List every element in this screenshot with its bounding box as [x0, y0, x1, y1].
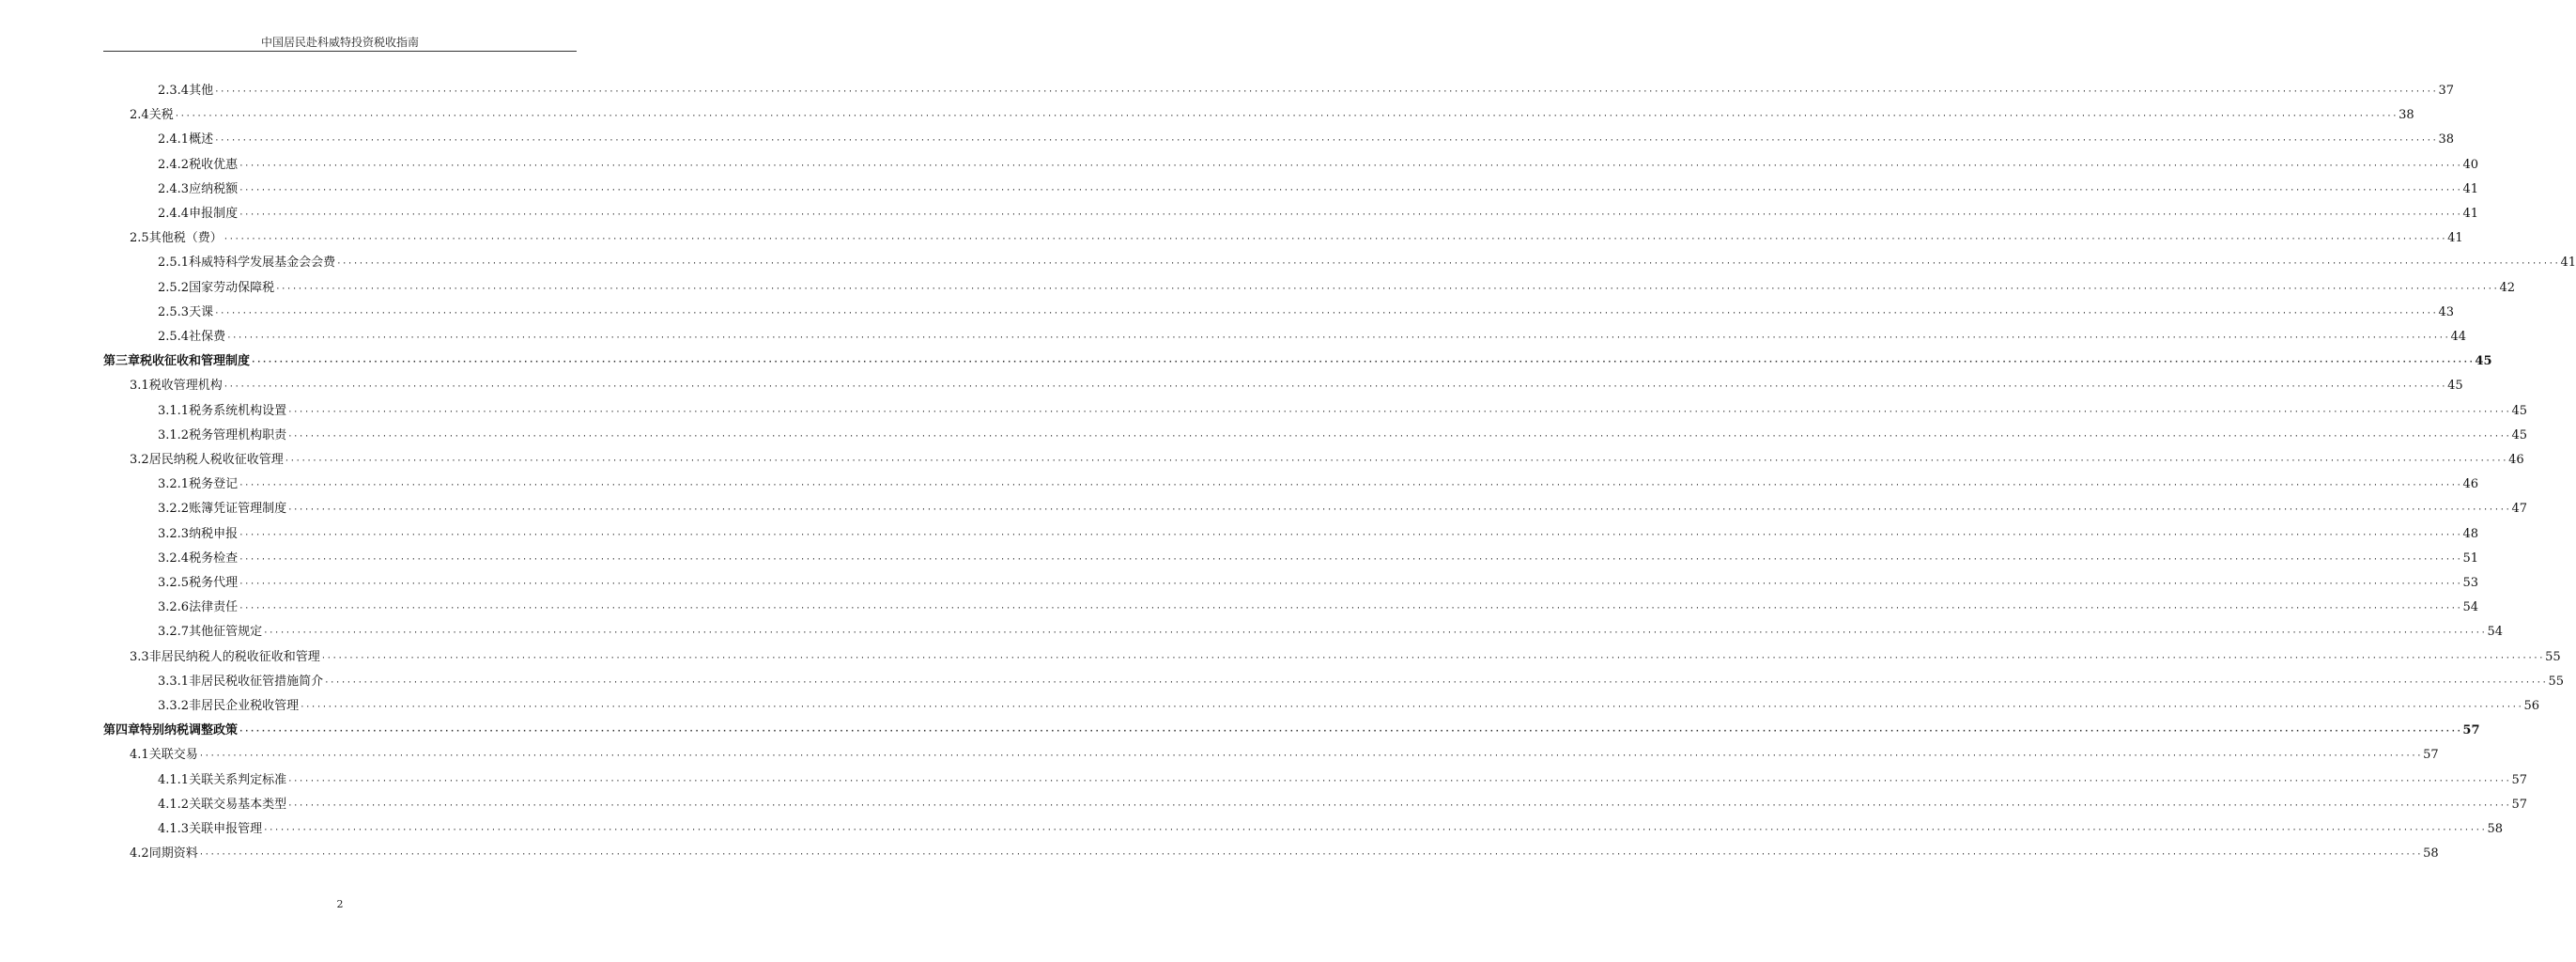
- toc-entry-title: 关联申报管理: [189, 822, 263, 836]
- toc-entry-title: 非居民税收征管措施简介: [189, 674, 324, 689]
- dot-leader: ················································································································································································································································································································································································································: [198, 850, 2423, 861]
- dot-leader: ················································································································································································································································································································································································································: [239, 580, 2462, 589]
- toc-entry-title: 国家劳动保障税: [189, 280, 275, 295]
- toc-entry-title: 税务代理: [189, 576, 239, 590]
- toc-entry-number: 4.2: [130, 846, 149, 861]
- toc-entry-title: 非居民纳税人的税收征收和管理: [148, 649, 320, 664]
- toc-entry-title: 科威特科学发展基金会会费: [189, 256, 336, 271]
- toc-entry-number: 4.1.1: [158, 772, 190, 787]
- dot-leader: ················································································································································································································································································································································································································: [214, 136, 2438, 147]
- dot-leader: ················································································································································································································································································································································································································: [284, 457, 2508, 466]
- dot-leader: ················································································································································································································································································································································································································: [214, 308, 2438, 318]
- dot-leader: ················································································································································································································································································································································································································: [174, 112, 2399, 122]
- toc-entry[interactable]: [158, 620, 2504, 644]
- toc-entry-title: 关联交易: [148, 748, 198, 763]
- toc-entry[interactable]: [158, 399, 2528, 424]
- toc-entry-title: 税收征收和管理制度: [140, 354, 251, 369]
- dot-leader: ················································································································································································································································································································································································································: [336, 259, 2560, 270]
- toc-entry-title: 社保费: [189, 330, 226, 344]
- toc-entry-page: 37: [2438, 84, 2455, 98]
- toc-entry-page: 57: [2423, 748, 2439, 763]
- toc-entry-page: 57: [2462, 723, 2480, 738]
- toc-entry[interactable]: [130, 226, 2463, 251]
- toc-entry[interactable]: [158, 301, 2455, 325]
- toc-entry[interactable]: [158, 571, 2479, 596]
- toc-entry-number: 3.1.2: [158, 427, 190, 442]
- toc-entry-page: 41: [2462, 207, 2479, 221]
- toc-entry-title: 法律责任: [189, 600, 239, 615]
- toc-entry-number: 2.5: [130, 231, 149, 246]
- toc-entry[interactable]: [158, 547, 2479, 571]
- toc-entry[interactable]: [158, 202, 2479, 226]
- toc-entry-page: 57: [2511, 772, 2528, 787]
- toc-entry[interactable]: [158, 251, 2576, 275]
- toc-entry-number: 2.4.2: [158, 157, 190, 172]
- toc-entry-page: 48: [2462, 526, 2479, 541]
- toc-entry-title: 应纳税额: [189, 181, 239, 196]
- toc-entry-number: 2.5.4: [158, 330, 190, 344]
- toc-entry[interactable]: [130, 374, 2463, 398]
- toc-entry-page: 46: [2462, 477, 2479, 492]
- toc-entry-number: 3.3: [130, 649, 149, 664]
- toc-entry[interactable]: [158, 128, 2455, 152]
- toc-entry-title: 居民纳税人税收征收管理: [148, 453, 284, 467]
- toc-entry-number: 2.4.3: [158, 181, 190, 196]
- dot-leader: ················································································································································································································································································································································································································: [223, 382, 2447, 393]
- toc-entry-page: 55: [2545, 649, 2561, 664]
- toc-entry-title: 其他: [189, 84, 214, 98]
- toc-entry[interactable]: [130, 842, 2439, 866]
- toc-entry-page: 42: [2499, 280, 2516, 295]
- toc-entry-title: 天课: [189, 304, 214, 319]
- toc-entry-number: 2.4: [130, 108, 149, 123]
- toc-entry-title: 关税: [148, 108, 174, 123]
- toc-entry-number: 3.2.5: [158, 576, 190, 590]
- toc-entry-number: 2.5.2: [158, 280, 190, 295]
- page-number: 2: [336, 898, 344, 910]
- toc-entry-page: 45: [2511, 403, 2528, 418]
- toc-entry[interactable]: [158, 768, 2528, 793]
- toc-entry-title: 纳税申报: [189, 526, 239, 541]
- dot-leader: ················································································································································································································································································································································································································: [263, 826, 2487, 835]
- toc-entry[interactable]: [158, 497, 2528, 521]
- toc-entry-page: 57: [2511, 797, 2528, 812]
- toc-entry-page: 55: [2548, 674, 2565, 689]
- toc-entry-page: 54: [2487, 625, 2504, 640]
- toc-entry[interactable]: [158, 694, 2540, 719]
- toc-entry-page: 58: [2487, 822, 2504, 836]
- toc-entry-title: 关联关系判定标准: [189, 772, 287, 787]
- toc-entry[interactable]: [103, 719, 2480, 743]
- toc-entry-number: 4.1: [130, 748, 149, 763]
- toc-entry-number: 2.3.4: [158, 84, 190, 98]
- dot-leader: ················································································································································································································································································································································································································: [239, 530, 2462, 540]
- dot-leader: ················································································································································································································································································································································································································: [239, 210, 2462, 220]
- toc-entry-number: 3.1.1: [158, 403, 190, 418]
- toc-entry-number: 4.1.2: [158, 797, 190, 812]
- toc-entry-title: 特别纳税调整政策: [140, 723, 239, 738]
- toc-entry-page: 54: [2462, 600, 2479, 615]
- toc-entry-page: 47: [2511, 502, 2528, 517]
- toc-entry-title: 税务系统机构设置: [189, 403, 287, 418]
- dot-leader: ················································································································································································································································································································································································································: [226, 334, 2450, 343]
- toc-entry-title: 账簿凭证管理制度: [189, 502, 287, 517]
- toc-entry[interactable]: [130, 448, 2524, 473]
- toc-entry-number: 4.1.3: [158, 822, 190, 836]
- toc-entry-number: 2.4.1: [158, 132, 190, 147]
- toc-entry-page: 43: [2438, 304, 2455, 319]
- toc-entry[interactable]: [158, 817, 2504, 842]
- dot-leader: ················································································································································································································································································································································································································: [287, 505, 2511, 516]
- toc-entry[interactable]: [130, 103, 2414, 128]
- toc-entry-page: 41: [2462, 181, 2479, 196]
- toc-entry-page: 45: [2511, 427, 2528, 442]
- toc-entry[interactable]: [158, 325, 2467, 349]
- toc-entry-title: 同期资料: [148, 846, 198, 861]
- toc-entry-number: 3.2.1: [158, 477, 190, 492]
- toc-entry[interactable]: [158, 793, 2528, 817]
- dot-leader: ················································································································································································································································································································································································································: [198, 752, 2423, 762]
- toc-entry-title: 概述: [189, 132, 214, 147]
- toc-entry[interactable]: [158, 522, 2479, 547]
- toc-entry[interactable]: [158, 596, 2479, 620]
- toc-entry[interactable]: [158, 670, 2565, 694]
- toc-entry-page: 46: [2508, 453, 2524, 467]
- toc-entry-page: 45: [2475, 354, 2492, 369]
- toc-entry-page: 41: [2447, 231, 2463, 246]
- toc-entry[interactable]: [158, 276, 2516, 301]
- toc-entry-title: 关联交易基本类型: [189, 797, 287, 812]
- toc-entry-number: 第四章: [103, 723, 141, 738]
- toc-entry[interactable]: [158, 424, 2528, 448]
- dot-leader: ················································································································································································································································································································································································································: [223, 235, 2447, 245]
- toc-entry[interactable]: [103, 349, 2492, 374]
- toc-entry-number: 3.2.6: [158, 600, 190, 615]
- dot-leader: ················································································································································································································································································································································································································: [214, 87, 2438, 97]
- toc-entry-number: 3.2.3: [158, 526, 190, 541]
- toc-entry-title: 其他税（费）: [148, 231, 223, 246]
- toc-entry[interactable]: [158, 79, 2455, 103]
- dot-leader: ················································································································································································································································································································································································································: [300, 703, 2523, 712]
- toc-entry-number: 2.5.3: [158, 304, 190, 319]
- toc-entry[interactable]: [130, 645, 2561, 670]
- toc-entry-number: 2.4.4: [158, 207, 190, 221]
- dot-leader: ················································································································································································································································································································································································································: [287, 800, 2511, 811]
- toc-entry-page: 38: [2399, 108, 2414, 123]
- dot-leader: ················································································································································································································································································································································································································: [275, 284, 2499, 294]
- dot-leader: ················································································································································································································································································································································································································: [239, 161, 2462, 171]
- running-header: 中国居民赴科威特投资税收指南: [260, 36, 419, 49]
- toc-entry-title: 申报制度: [189, 207, 239, 221]
- toc-entry-title: 税务登记: [189, 477, 239, 492]
- toc-entry-number: 3.3.2: [158, 699, 190, 713]
- toc-entry-number: 3.2: [130, 453, 149, 467]
- toc-entry-number: 3.2.2: [158, 502, 190, 517]
- toc-entry-title: 其他征管规定: [189, 625, 263, 640]
- toc-entry-page: 41: [2560, 256, 2576, 271]
- dot-leader: ················································································································································································································································································································································································································: [324, 677, 2548, 688]
- toc-entry-page: 44: [2450, 330, 2467, 344]
- dot-leader: ················································································································································································································································································································································································································: [287, 407, 2511, 417]
- toc-entry-title: 税收优惠: [189, 157, 239, 172]
- toc-entry-title: 税收管理机构: [148, 379, 223, 394]
- dot-leader: ················································································································································································································································································································································································································: [239, 185, 2462, 195]
- toc-entry-number: 3.2.4: [158, 551, 190, 566]
- toc-entry-number: 3.2.7: [158, 625, 190, 640]
- toc-entry[interactable]: [158, 153, 2479, 178]
- dot-leader: ················································································································································································································································································································································································································: [320, 653, 2545, 663]
- toc-entry-page: 40: [2462, 157, 2479, 172]
- dot-leader: ················································································································································································································································································································································································································: [287, 431, 2511, 442]
- toc-entry[interactable]: [158, 178, 2479, 202]
- dot-leader: ················································································································································································································································································································································································································: [239, 554, 2462, 565]
- toc-entry-number: 2.5.1: [158, 256, 190, 271]
- toc-entry[interactable]: [158, 473, 2479, 497]
- toc-entry-page: 53: [2462, 576, 2479, 590]
- dot-leader: ················································································································································································································································································································································································································: [239, 604, 2462, 614]
- dot-leader: ················································································································································································································································································································································································································: [287, 776, 2511, 786]
- toc-entry-title: 非居民企业税收管理: [189, 699, 300, 713]
- dot-leader: ················································································································································································································································································································································································································: [239, 727, 2462, 737]
- dot-leader: ················································································································································································································································································································································································································: [239, 481, 2462, 491]
- toc-entry-number: 3.3.1: [158, 674, 190, 689]
- toc-entry-page: 58: [2423, 846, 2439, 861]
- toc-entry-title: 税务管理机构职责: [189, 427, 287, 442]
- toc-entry-page: 56: [2523, 699, 2540, 713]
- toc-entry-page: 51: [2462, 551, 2479, 566]
- toc-entry-page: 38: [2438, 132, 2455, 147]
- toc-entry-number: 3.1: [130, 379, 149, 394]
- dot-leader: ················································································································································································································································································································································································································: [251, 358, 2475, 368]
- header-divider: [103, 51, 577, 52]
- toc-entry-page: 45: [2447, 379, 2463, 394]
- dot-leader: ················································································································································································································································································································································································································: [263, 628, 2487, 639]
- toc-entry[interactable]: [130, 743, 2439, 768]
- toc-entry-title: 税务检查: [189, 551, 239, 566]
- toc-entry-number: 第三章: [103, 354, 141, 369]
